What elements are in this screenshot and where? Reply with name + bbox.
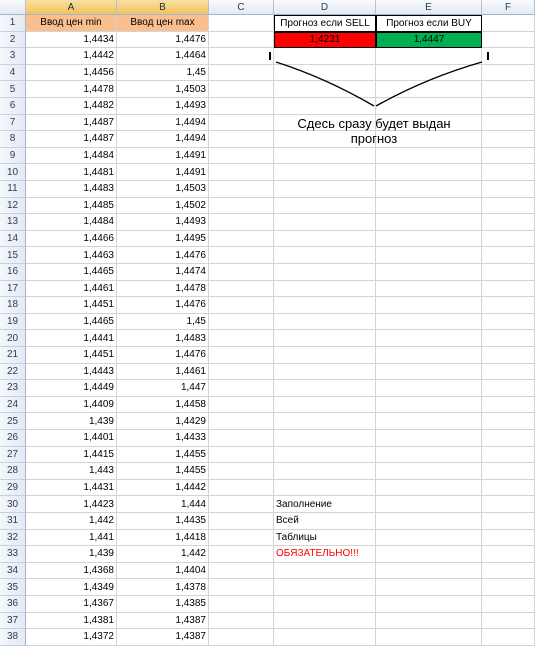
cell-b1-header[interactable]: Ввод цен max	[117, 15, 209, 32]
cell-min-price[interactable]: 1,4487	[26, 131, 117, 148]
cell-min-price[interactable]: 1,4456	[26, 65, 117, 82]
cell-e[interactable]	[376, 164, 482, 181]
cell-c[interactable]	[209, 596, 274, 613]
row-header[interactable]: 10	[0, 164, 26, 181]
cell-e1-header[interactable]: Прогноз если BUY	[376, 15, 482, 32]
row-header[interactable]: 13	[0, 214, 26, 231]
cell-min-price[interactable]: 1,442	[26, 513, 117, 530]
table-row	[0, 596, 535, 613]
row-header[interactable]: 11	[0, 181, 26, 198]
cell-d1-header[interactable]: Прогноз если SELL	[274, 15, 376, 32]
cell-c[interactable]	[209, 397, 274, 414]
cell-d[interactable]	[274, 198, 376, 215]
table-row	[0, 364, 535, 381]
row-header[interactable]: 30	[0, 496, 26, 513]
cell-min-price[interactable]: 1,4381	[26, 613, 117, 630]
cell-min-price[interactable]: 1,4483	[26, 181, 117, 198]
row-header[interactable]: 28	[0, 463, 26, 480]
cell-min-price[interactable]: 1,439	[26, 546, 117, 563]
cell-f[interactable]	[482, 579, 535, 596]
cell-f[interactable]	[482, 413, 535, 430]
cell-max-price[interactable]: 1,447	[117, 380, 209, 397]
cell-e[interactable]	[376, 364, 482, 381]
row-header[interactable]: 5	[0, 81, 26, 98]
cell-min-price[interactable]: 1,4449	[26, 380, 117, 397]
cell-min-price[interactable]: 1,4465	[26, 314, 117, 331]
table-row	[0, 164, 535, 181]
cell-e[interactable]	[376, 413, 482, 430]
table-row	[0, 430, 535, 447]
cell-c[interactable]	[209, 148, 274, 165]
buy-forecast-value[interactable]: 1,4447	[376, 32, 482, 49]
cell-e[interactable]	[376, 463, 482, 480]
cell-d[interactable]	[274, 164, 376, 181]
cell-min-price[interactable]: 1,4484	[26, 148, 117, 165]
cell-max-price[interactable]: 1,4378	[117, 579, 209, 596]
row-header[interactable]: 31	[0, 513, 26, 530]
column-header-e[interactable]: E	[376, 0, 482, 15]
column-header-d[interactable]: D	[274, 0, 376, 15]
cell-e[interactable]	[376, 563, 482, 580]
cell-d[interactable]	[274, 629, 376, 646]
column-headers	[0, 0, 535, 15]
cell-d[interactable]	[274, 181, 376, 198]
cell-c[interactable]	[209, 65, 274, 82]
cell-d[interactable]	[274, 480, 376, 497]
cell-c[interactable]	[209, 430, 274, 447]
cell-min-price[interactable]: 1,4463	[26, 247, 117, 264]
cell-e[interactable]	[376, 330, 482, 347]
cell-c[interactable]	[209, 330, 274, 347]
table-row	[0, 629, 535, 646]
table-row	[0, 231, 535, 248]
cell-min-price[interactable]: 1,4372	[26, 629, 117, 646]
cell-e[interactable]	[376, 596, 482, 613]
cell-f[interactable]	[482, 546, 535, 563]
cell-e[interactable]	[376, 198, 482, 215]
cell-e[interactable]	[376, 530, 482, 547]
row-header[interactable]: 8	[0, 131, 26, 148]
cell-c[interactable]	[209, 164, 274, 181]
cell-c[interactable]	[209, 264, 274, 281]
cell-max-price[interactable]: 1,4387	[117, 613, 209, 630]
cell-max-price[interactable]: 1,4493	[117, 214, 209, 231]
cell-f[interactable]	[482, 596, 535, 613]
cell-min-price[interactable]: 1,4466	[26, 231, 117, 248]
cell-e[interactable]	[376, 579, 482, 596]
cell-f[interactable]	[482, 247, 535, 264]
sell-forecast-value[interactable]: 1,4231	[274, 32, 376, 49]
cell-f[interactable]	[482, 297, 535, 314]
cell-max-price[interactable]: 1,4404	[117, 563, 209, 580]
cell-e[interactable]	[376, 148, 482, 165]
table-row	[0, 463, 535, 480]
cell-max-price[interactable]: 1,4442	[117, 480, 209, 497]
forecast-brace	[266, 50, 492, 114]
cell-f[interactable]	[482, 231, 535, 248]
cell-f1[interactable]	[482, 15, 535, 32]
cell-f[interactable]	[482, 463, 535, 480]
cell-c[interactable]	[209, 314, 274, 331]
cell-f[interactable]	[482, 148, 535, 165]
row-header[interactable]: 14	[0, 231, 26, 248]
cell-e[interactable]	[376, 430, 482, 447]
note-line[interactable]: Заполнение	[274, 496, 376, 513]
table-row	[0, 15, 535, 32]
row-header[interactable]: 12	[0, 198, 26, 215]
cell-max-price[interactable]: 1,4429	[117, 413, 209, 430]
table-row	[0, 264, 535, 281]
cell-max-price[interactable]: 1,4491	[117, 148, 209, 165]
cell-max-price[interactable]: 1,4476	[117, 347, 209, 364]
cell-min-price[interactable]: 1,441	[26, 530, 117, 547]
cell-d[interactable]	[274, 413, 376, 430]
cell-c[interactable]	[209, 613, 274, 630]
cell-d[interactable]	[274, 247, 376, 264]
cell-max-price[interactable]: 1,4491	[117, 164, 209, 181]
cell-c[interactable]	[209, 447, 274, 464]
cell-e[interactable]	[376, 380, 482, 397]
cell-min-price[interactable]: 1,4461	[26, 281, 117, 298]
cell-c[interactable]	[209, 347, 274, 364]
cell-d[interactable]	[274, 563, 376, 580]
cell-e[interactable]	[376, 397, 482, 414]
note-line[interactable]: Таблицы	[274, 530, 376, 547]
cell-d[interactable]	[274, 613, 376, 630]
row-header[interactable]: 19	[0, 314, 26, 331]
row-header[interactable]: 35	[0, 579, 26, 596]
row-header[interactable]: 37	[0, 613, 26, 630]
table-row	[0, 32, 535, 49]
cell-d[interactable]	[274, 447, 376, 464]
row-header[interactable]: 24	[0, 397, 26, 414]
cell-d[interactable]	[274, 596, 376, 613]
cell-max-price[interactable]: 1,4476	[117, 247, 209, 264]
cell-e[interactable]	[376, 264, 482, 281]
cell-min-price[interactable]: 1,4478	[26, 81, 117, 98]
cell-d[interactable]	[274, 463, 376, 480]
row-header[interactable]: 34	[0, 563, 26, 580]
cell-min-price[interactable]: 1,4487	[26, 115, 117, 132]
cell-f[interactable]	[482, 513, 535, 530]
cell-min-price[interactable]: 1,4451	[26, 347, 117, 364]
row-header[interactable]: 32	[0, 530, 26, 547]
cell-d[interactable]	[274, 430, 376, 447]
cell-e[interactable]	[376, 629, 482, 646]
row-header[interactable]: 21	[0, 347, 26, 364]
table-row	[0, 513, 535, 530]
cell-max-price[interactable]: 1,4478	[117, 281, 209, 298]
row-header[interactable]: 7	[0, 115, 26, 132]
cell-min-price[interactable]: 1,439	[26, 413, 117, 430]
cell-f[interactable]	[482, 181, 535, 198]
cell-e[interactable]	[376, 281, 482, 298]
cell-d[interactable]	[274, 364, 376, 381]
cell-max-price[interactable]: 1,4455	[117, 447, 209, 464]
cell-min-price[interactable]: 1,4484	[26, 214, 117, 231]
table-row	[0, 148, 535, 165]
cell-max-price[interactable]: 1,4493	[117, 98, 209, 115]
cell-min-price[interactable]: 1,4443	[26, 364, 117, 381]
cell-min-price[interactable]: 1,443	[26, 463, 117, 480]
table-row	[0, 281, 535, 298]
table-row	[0, 198, 535, 215]
cell-f[interactable]	[482, 380, 535, 397]
table-row	[0, 613, 535, 630]
cell-max-price[interactable]: 1,444	[117, 496, 209, 513]
row-header[interactable]: 6	[0, 98, 26, 115]
table-row	[0, 530, 535, 547]
table-row	[0, 181, 535, 198]
cell-max-price[interactable]: 1,4476	[117, 297, 209, 314]
row-header[interactable]: 25	[0, 413, 26, 430]
cell-min-price[interactable]: 1,4368	[26, 563, 117, 580]
cell-min-price[interactable]: 1,4434	[26, 32, 117, 49]
select-all-corner[interactable]	[0, 0, 26, 15]
cell-max-price[interactable]: 1,4494	[117, 131, 209, 148]
cell-max-price[interactable]: 1,4455	[117, 463, 209, 480]
cell-f[interactable]	[482, 447, 535, 464]
table-row	[0, 397, 535, 414]
cell-max-price[interactable]: 1,4387	[117, 629, 209, 646]
cell-f[interactable]	[482, 530, 535, 547]
cell-c[interactable]	[209, 563, 274, 580]
row-header[interactable]: 4	[0, 65, 26, 82]
cell-max-price[interactable]: 1,4458	[117, 397, 209, 414]
cell-c[interactable]	[209, 496, 274, 513]
cell-f[interactable]	[482, 264, 535, 281]
table-row	[0, 380, 535, 397]
cell-c[interactable]	[209, 546, 274, 563]
row-header[interactable]: 33	[0, 546, 26, 563]
cell-c[interactable]	[209, 463, 274, 480]
cell-f[interactable]	[482, 281, 535, 298]
cell-f[interactable]	[482, 613, 535, 630]
cell-min-price[interactable]: 1,4481	[26, 164, 117, 181]
row-header[interactable]: 29	[0, 480, 26, 497]
row-header[interactable]: 1	[0, 15, 26, 32]
table-row	[0, 214, 535, 231]
cell-f[interactable]	[482, 480, 535, 497]
cell-min-price[interactable]: 1,4441	[26, 330, 117, 347]
cell-max-price[interactable]: 1,4461	[117, 364, 209, 381]
cell-d[interactable]	[274, 314, 376, 331]
cell-f[interactable]	[482, 397, 535, 414]
column-header-c[interactable]: C	[209, 0, 274, 15]
cell-min-price[interactable]: 1,4442	[26, 48, 117, 65]
cell-max-price[interactable]: 1,4502	[117, 198, 209, 215]
cell-c[interactable]	[209, 81, 274, 98]
cell-max-price[interactable]: 1,4464	[117, 48, 209, 65]
cell-d[interactable]	[274, 281, 376, 298]
cell-e[interactable]	[376, 247, 482, 264]
table-row	[0, 447, 535, 464]
row-header[interactable]: 2	[0, 32, 26, 49]
cell-f[interactable]	[482, 131, 535, 148]
cell-max-price[interactable]: 1,4385	[117, 596, 209, 613]
cell-e[interactable]	[376, 314, 482, 331]
table-row	[0, 563, 535, 580]
cell-d[interactable]	[274, 297, 376, 314]
table-row	[0, 496, 535, 513]
row-header[interactable]: 9	[0, 148, 26, 165]
row-header[interactable]: 20	[0, 330, 26, 347]
row-header[interactable]: 15	[0, 247, 26, 264]
cell-a1-header[interactable]: Ввод цен min	[26, 15, 117, 32]
cell-c[interactable]	[209, 297, 274, 314]
cell-min-price[interactable]: 1,4349	[26, 579, 117, 596]
cell-min-price[interactable]: 1,4451	[26, 297, 117, 314]
row-header[interactable]: 18	[0, 297, 26, 314]
cell-max-price[interactable]: 1,4495	[117, 231, 209, 248]
cell-min-price[interactable]: 1,4409	[26, 397, 117, 414]
cell-d[interactable]	[274, 231, 376, 248]
column-header-a[interactable]: A	[26, 0, 117, 15]
cell-max-price[interactable]: 1,45	[117, 314, 209, 331]
cell-c[interactable]	[209, 247, 274, 264]
cell-min-price[interactable]: 1,4423	[26, 496, 117, 513]
cell-c[interactable]	[209, 231, 274, 248]
cell-d[interactable]	[274, 330, 376, 347]
cell-d[interactable]	[274, 264, 376, 281]
cell-f[interactable]	[482, 364, 535, 381]
table-row	[0, 347, 535, 364]
row-header[interactable]: 23	[0, 380, 26, 397]
cell-max-price[interactable]: 1,4494	[117, 115, 209, 132]
row-header[interactable]: 36	[0, 596, 26, 613]
cell-d[interactable]	[274, 380, 376, 397]
cell-f[interactable]	[482, 563, 535, 580]
cell-f[interactable]	[482, 629, 535, 646]
cell-c[interactable]	[209, 281, 274, 298]
cell-c[interactable]	[209, 32, 274, 49]
cell-c[interactable]	[209, 131, 274, 148]
cell-e[interactable]	[376, 613, 482, 630]
cell-max-price[interactable]: 1,4433	[117, 430, 209, 447]
cell-min-price[interactable]: 1,4465	[26, 264, 117, 281]
cell-e[interactable]	[376, 480, 482, 497]
cell-c[interactable]	[209, 98, 274, 115]
row-header[interactable]: 17	[0, 281, 26, 298]
cell-d[interactable]	[274, 148, 376, 165]
cell-e[interactable]	[376, 297, 482, 314]
row-header[interactable]: 22	[0, 364, 26, 381]
cell-c[interactable]	[209, 513, 274, 530]
cell-f[interactable]	[482, 314, 535, 331]
table-row	[0, 247, 535, 264]
cell-f[interactable]	[482, 32, 535, 49]
table-row	[0, 546, 535, 563]
cell-min-price[interactable]: 1,4485	[26, 198, 117, 215]
cell-c[interactable]	[209, 214, 274, 231]
cell-f[interactable]	[482, 496, 535, 513]
cell-f[interactable]	[482, 164, 535, 181]
cell-e[interactable]	[376, 181, 482, 198]
cell-max-price[interactable]: 1,4474	[117, 264, 209, 281]
table-row	[0, 330, 535, 347]
cell-e[interactable]	[376, 214, 482, 231]
cell-c[interactable]	[209, 380, 274, 397]
note-line[interactable]: Всей	[274, 513, 376, 530]
cell-f[interactable]	[482, 330, 535, 347]
cell-c[interactable]	[209, 629, 274, 646]
cell-c[interactable]	[209, 480, 274, 497]
table-row	[0, 413, 535, 430]
row-header[interactable]: 16	[0, 264, 26, 281]
cell-c[interactable]	[209, 579, 274, 596]
cell-f[interactable]	[482, 214, 535, 231]
cell-max-price[interactable]: 1,442	[117, 546, 209, 563]
note-warning[interactable]: ОБЯЗАТЕЛЬНО!!!	[274, 546, 376, 563]
cell-f[interactable]	[482, 115, 535, 132]
cell-min-price[interactable]: 1,4415	[26, 447, 117, 464]
row-header[interactable]: 26	[0, 430, 26, 447]
forecast-callout: Сдесь сразу будет выдан прогноз	[297, 116, 451, 146]
row-header[interactable]: 27	[0, 447, 26, 464]
column-header-f[interactable]: F	[482, 0, 535, 15]
cell-e[interactable]	[376, 447, 482, 464]
cell-max-price[interactable]: 1,4503	[117, 81, 209, 98]
cell-d[interactable]	[274, 579, 376, 596]
cell-e[interactable]	[376, 496, 482, 513]
cell-min-price[interactable]: 1,4431	[26, 480, 117, 497]
row-header[interactable]: 3	[0, 48, 26, 65]
cell-c[interactable]	[209, 413, 274, 430]
cell-c[interactable]	[209, 364, 274, 381]
cell-e[interactable]	[376, 347, 482, 364]
cell-c[interactable]	[209, 48, 274, 65]
cell-max-price[interactable]: 1,4503	[117, 181, 209, 198]
cell-c[interactable]	[209, 115, 274, 132]
cell-c[interactable]	[209, 530, 274, 547]
cell-min-price[interactable]: 1,4401	[26, 430, 117, 447]
table-row	[0, 579, 535, 596]
cell-f[interactable]	[482, 430, 535, 447]
cell-c1[interactable]	[209, 15, 274, 32]
cell-max-price[interactable]: 1,4476	[117, 32, 209, 49]
row-header[interactable]: 38	[0, 629, 26, 646]
cell-c[interactable]	[209, 181, 274, 198]
cell-min-price[interactable]: 1,4482	[26, 98, 117, 115]
cell-d[interactable]	[274, 347, 376, 364]
cell-e[interactable]	[376, 513, 482, 530]
cell-d[interactable]	[274, 214, 376, 231]
cell-e[interactable]	[376, 546, 482, 563]
cell-max-price[interactable]: 1,45	[117, 65, 209, 82]
column-header-b[interactable]: B	[117, 0, 209, 15]
cell-f[interactable]	[482, 198, 535, 215]
cell-c[interactable]	[209, 198, 274, 215]
table-row	[0, 480, 535, 497]
cell-min-price[interactable]: 1,4367	[26, 596, 117, 613]
cell-max-price[interactable]: 1,4418	[117, 530, 209, 547]
table-row	[0, 297, 535, 314]
cell-max-price[interactable]: 1,4435	[117, 513, 209, 530]
cell-d[interactable]	[274, 397, 376, 414]
table-row	[0, 314, 535, 331]
cell-f[interactable]	[482, 347, 535, 364]
cell-max-price[interactable]: 1,4483	[117, 330, 209, 347]
cell-e[interactable]	[376, 231, 482, 248]
